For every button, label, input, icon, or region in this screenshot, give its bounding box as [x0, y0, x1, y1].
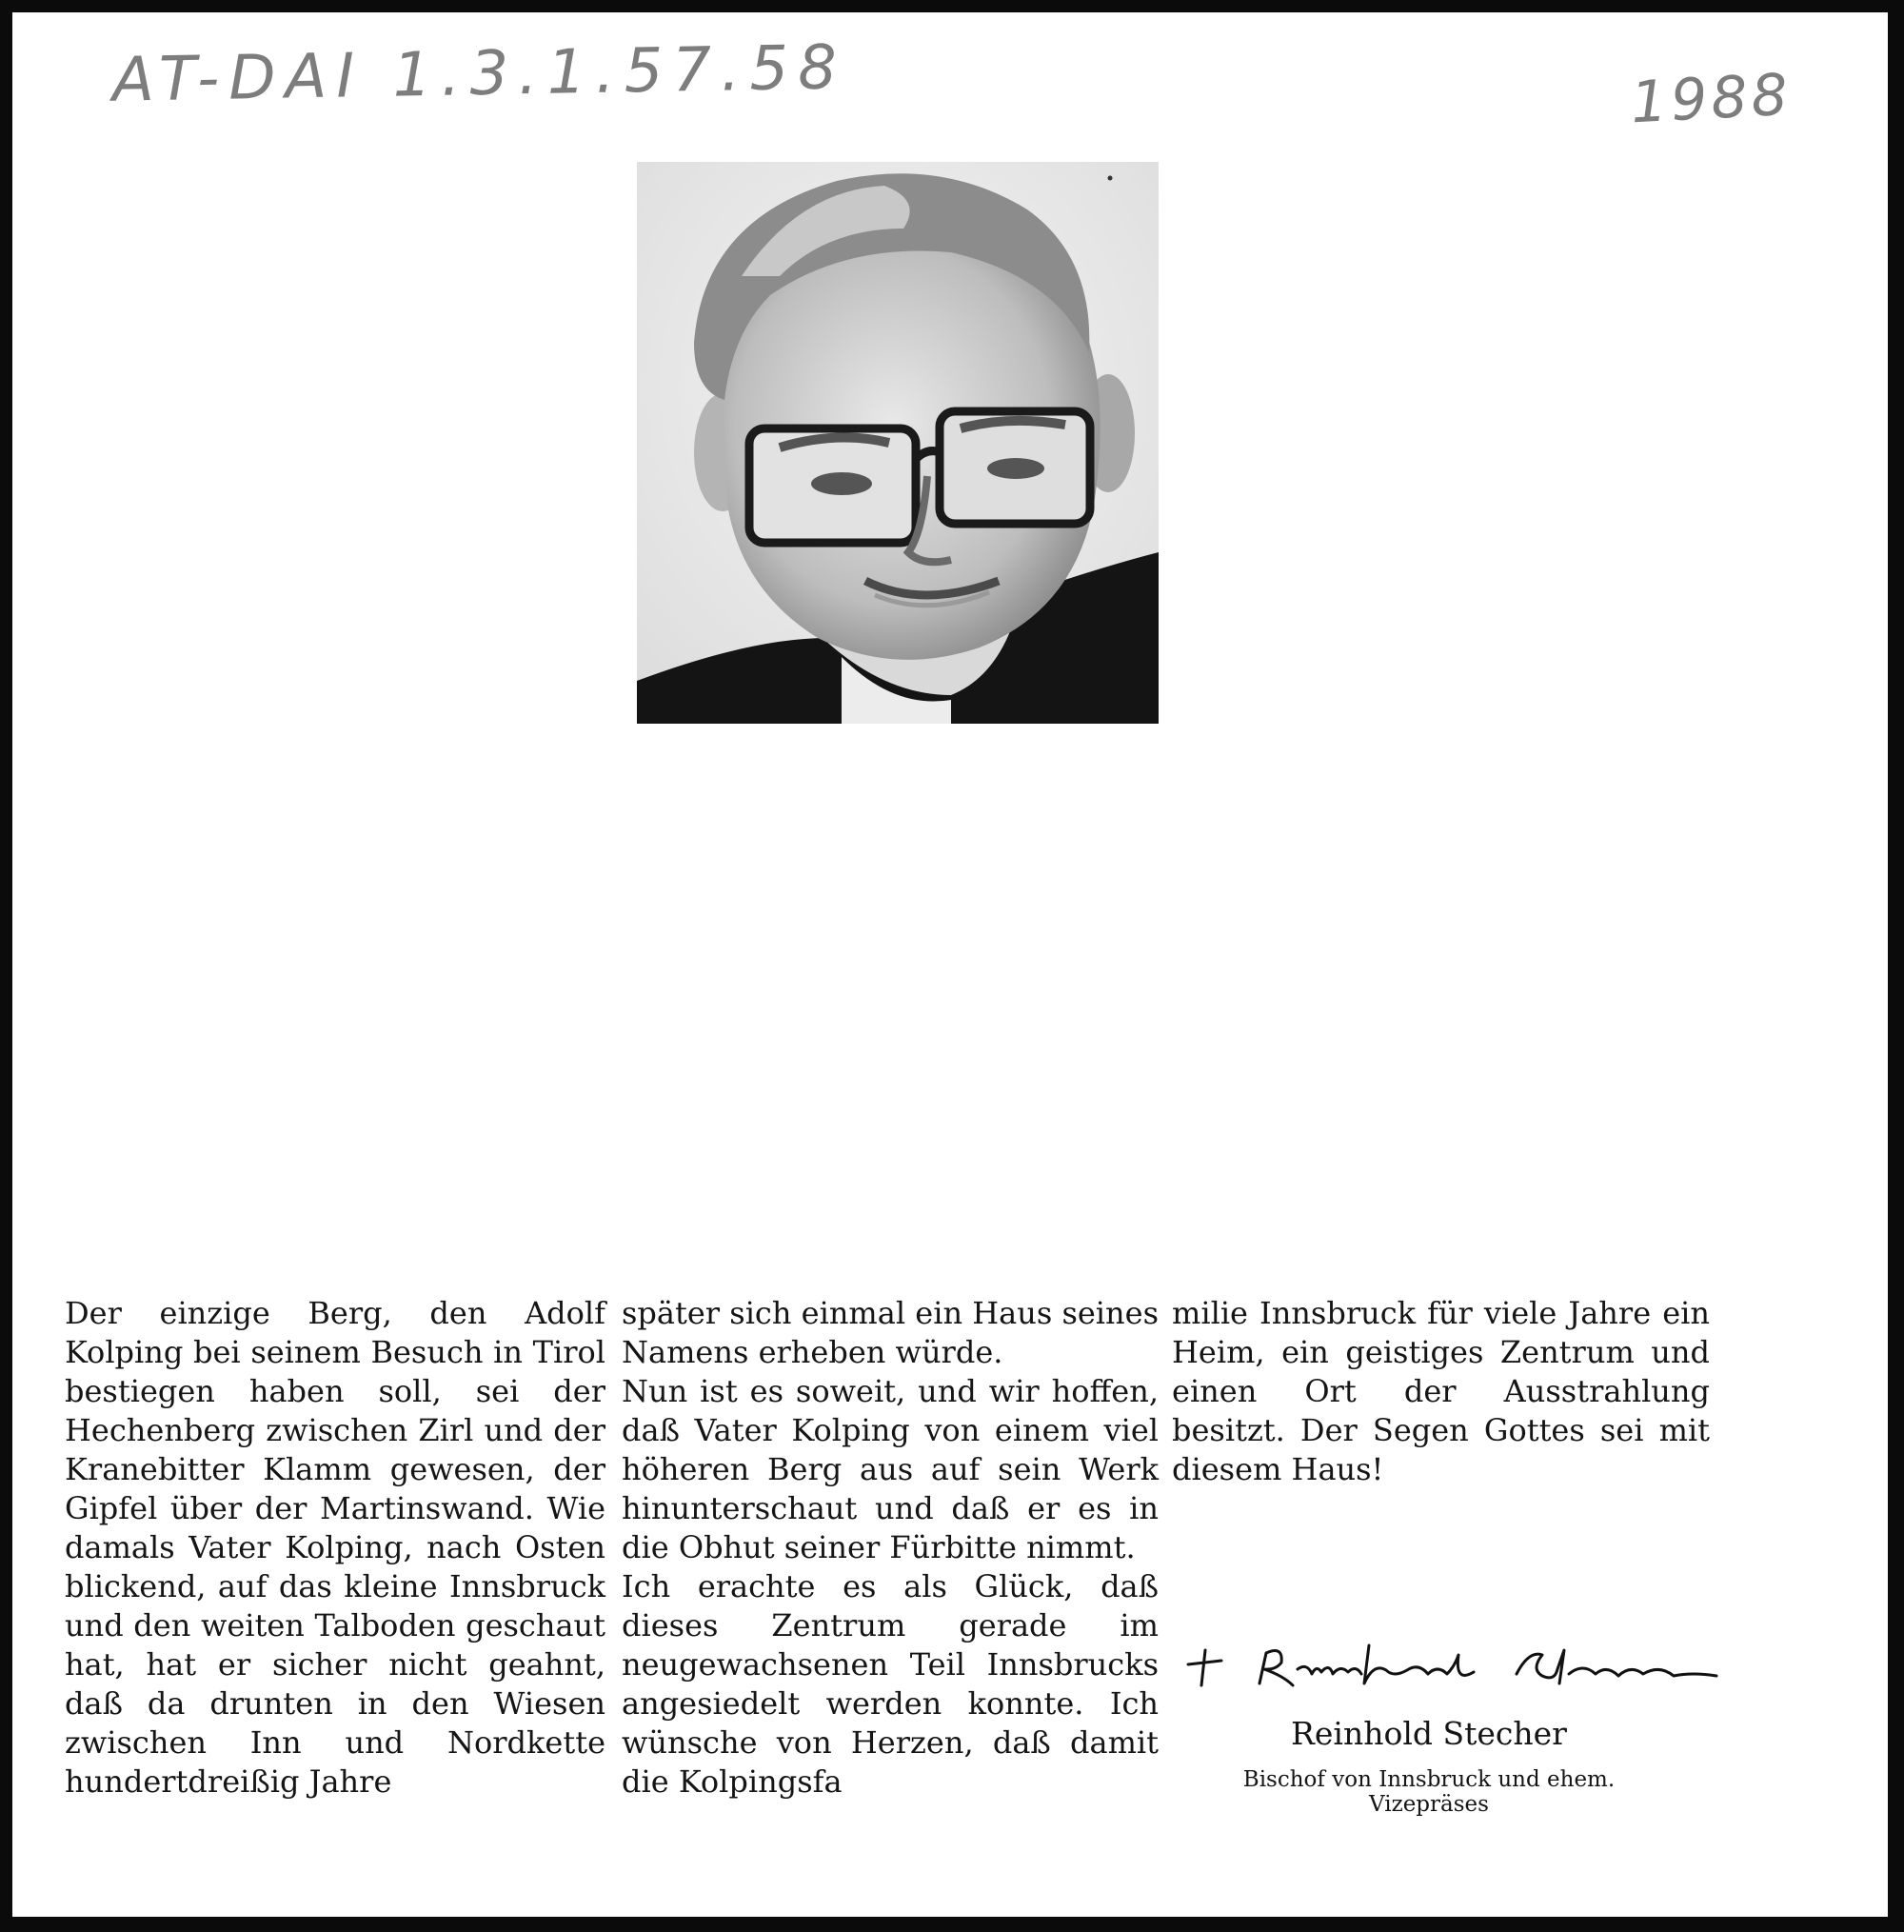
paragraph: Nun ist es soweit, und wir hoffen, daß Vater Kolping von einem viel höheren Berg aus auf sein Werk hinunterschaut und daß er es in die Obhut seiner Fürbitte nimmt. — [622, 1373, 1159, 1565]
handwritten-signature — [1169, 1617, 1721, 1703]
year-annotation: 1988 — [1629, 61, 1794, 137]
text-column-3 — [1172, 1294, 1710, 1489]
document-page — [12, 12, 1888, 1917]
signatory-name: Reinhold Stecher — [1291, 1715, 1567, 1752]
text-column-1 — [65, 1294, 605, 1802]
paragraph: milie Innsbruck für viele Jahre ein Heim, ein geistiges Zentrum und einen Ort der Ausstrahlung besitzt. Der Segen Gottes sei mit diesem Haus! — [1172, 1295, 1710, 1487]
paragraph: später sich einmal ein Haus seines Namens erheben würde. — [622, 1295, 1159, 1370]
text-column-2 — [622, 1294, 1159, 1802]
archive-reference-annotation: AT-DAI 1.3.1.57.58 — [111, 32, 847, 116]
portrait-photo — [637, 162, 1159, 724]
signatory-title: Bischof von Innsbruck und ehem. Vizepräses — [1242, 1767, 1616, 1817]
paragraph: Ich erachte es als Glück, daß dieses Zentrum gerade im neugewachsenen Teil Innsbrucks angesiedelt werden konnte. Ich wünsche von Herzen, daß damit die Kolpingsfa — [622, 1568, 1159, 1800]
portrait-photo-icon — [637, 162, 1159, 724]
paragraph: Der einzige Berg, den Adolf Kolping bei seinem Besuch in Tirol bestiegen haben soll, sei der Hechenberg zwischen Zirl und der Kranebitter Klamm gewesen, der Gipfel über der Martinswand. Wie damals Vater Kolping, nach Osten blickend, auf das kleine Innsbruck und den weiten Talboden geschaut hat, hat er sicher nicht geahnt, daß da drunten in den Wiesen zwischen Inn und Nordkette hundertdreißig Jahre — [65, 1295, 605, 1800]
